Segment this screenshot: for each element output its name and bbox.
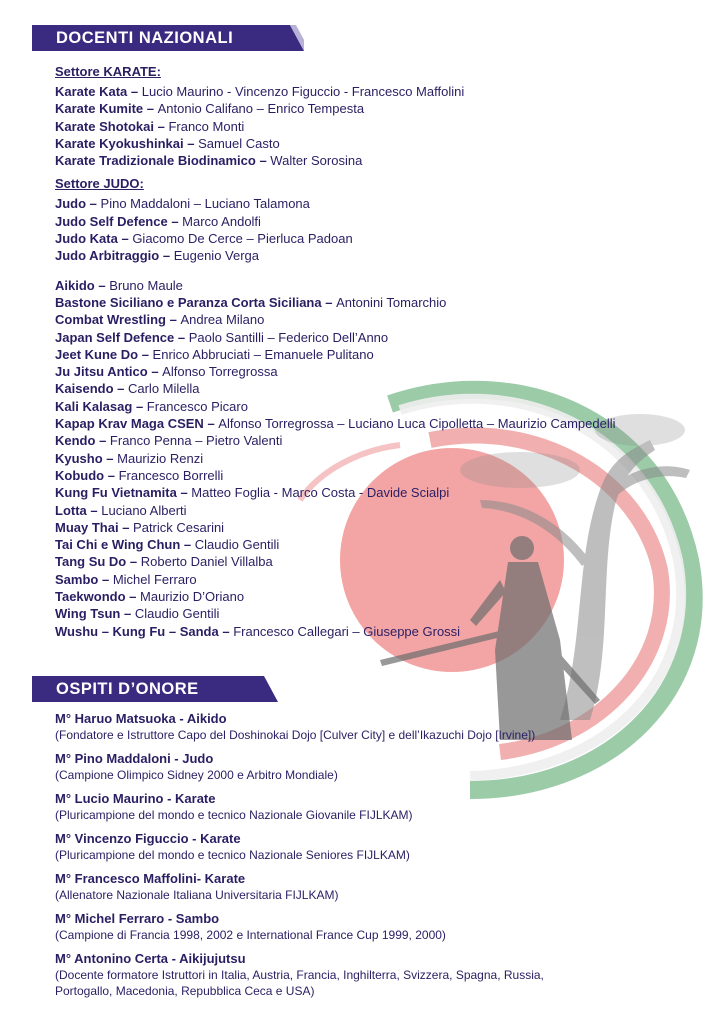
discipline-row — [55, 536, 715, 553]
discipline-separator: – — [159, 248, 174, 264]
discipline-row — [55, 467, 715, 484]
discipline-row — [55, 415, 715, 432]
discipline-row — [55, 294, 715, 311]
teacher-names: Carlo Milella — [127, 381, 200, 397]
discipline-row — [55, 605, 715, 622]
discipline-row — [55, 588, 715, 605]
discipline-separator: – — [127, 84, 142, 99]
discipline-row — [55, 346, 715, 363]
guest-name: M° Antonino Certa - Aikijujutsu — [55, 951, 246, 966]
discipline-name: Karate Kata — [55, 84, 128, 99]
teacher-names: Francesco Borrelli — [118, 467, 224, 483]
teacher-names: Roberto Daniel Villalba — [140, 554, 273, 570]
guest-entry — [55, 710, 715, 743]
discipline-row — [55, 571, 715, 588]
teacher-names: Bruno Maule — [109, 277, 183, 293]
discipline-row — [55, 432, 715, 449]
discipline-name: Karate Tradizionale Biodinamico — [55, 153, 256, 169]
teacher-names: Pino Maddaloni – Luciano Talamona — [100, 196, 310, 212]
discipline-separator: – — [166, 312, 181, 328]
guest-name: M° Vincenzo Figuccio - Karate — [55, 831, 241, 846]
teacher-names: Patrick Cesarini — [133, 519, 225, 535]
teacher-names: Samuel Casto — [198, 135, 280, 151]
docenti-banner — [32, 25, 304, 51]
teacher-names: Claudio Gentili — [134, 606, 220, 622]
discipline-separator: – — [218, 623, 234, 639]
guest-name: M° Lucio Maurino - Karate — [55, 791, 216, 806]
guest-description: (Allenatore Nazionale Italiana Universitaria FIJLKAM) — [55, 888, 339, 902]
discipline-row — [55, 277, 715, 294]
discipline-separator: – — [104, 467, 119, 483]
teacher-names: Andrea Milano — [180, 312, 265, 328]
discipline-separator: – — [113, 381, 128, 397]
teacher-names: Franco Monti — [168, 118, 245, 134]
teacher-names: Giacomo De Cerce – Pierluca Padoan — [132, 231, 353, 247]
discipline-separator: – — [118, 519, 134, 535]
guest-name: M° Francesco Maffolini- Karate — [55, 871, 246, 886]
guest-description: (Campione Olimpico Sidney 2000 e Arbitro Mondiale) — [55, 768, 338, 782]
teacher-names: Claudio Gentili — [194, 537, 280, 553]
discipline-name: Kali Kalasag — [55, 398, 133, 414]
guest-entry — [55, 910, 715, 943]
guest-entry — [55, 830, 715, 863]
discipline-separator: – — [138, 346, 153, 362]
docenti-title: DOCENTI NAZIONALI — [56, 28, 234, 47]
discipline-row — [55, 623, 715, 640]
ospiti-banner — [32, 676, 278, 702]
discipline-separator: – — [143, 101, 158, 117]
discipline-row — [55, 135, 715, 152]
discipline-separator: – — [255, 153, 271, 169]
karate-section — [55, 63, 715, 169]
discipline-row — [55, 311, 715, 328]
discipline-name: Kapap Krav Maga CSEN — [55, 416, 204, 432]
discipline-name: Tang Su Do — [55, 554, 127, 570]
docenti-content — [55, 63, 715, 640]
guest-entry — [55, 950, 715, 999]
discipline-separator: – — [180, 537, 195, 553]
discipline-separator: – — [176, 485, 192, 501]
discipline-name: Karate Shotokai — [55, 118, 154, 134]
discipline-row — [55, 247, 715, 264]
discipline-separator: – — [98, 571, 113, 587]
discipline-row — [55, 83, 715, 100]
teacher-names: Francesco Callegari – Giuseppe Grossi — [233, 623, 461, 639]
guest-description-cont: Portogallo, Macedonia, Repubblica Ceca e USA) — [55, 984, 315, 998]
teacher-names: Alfonso Torregrossa — [162, 364, 278, 380]
discipline-row — [55, 100, 715, 117]
teacher-names: Franco Penna – Pietro Valenti — [109, 433, 283, 449]
discipline-separator: – — [126, 554, 141, 570]
teacher-names: Francesco Picaro — [146, 398, 248, 414]
discipline-name: Lotta — [55, 502, 87, 518]
discipline-row — [55, 502, 715, 519]
discipline-name: Karate Kyokushinkai — [55, 135, 184, 151]
teacher-names: Michel Ferraro — [112, 571, 197, 587]
discipline-name: Aikido — [55, 277, 95, 293]
discipline-name: Karate Kumite — [55, 101, 144, 117]
discipline-row — [55, 519, 715, 536]
judo-section — [55, 175, 715, 264]
guest-name: M° Pino Maddaloni - Judo — [55, 751, 214, 766]
guest-description: (Pluricampione del mondo e tecnico Nazionale Seniores FIJLKAM) — [55, 848, 410, 862]
discipline-name: Wushu – Kung Fu – Sanda — [55, 623, 219, 639]
discipline-separator: – — [94, 277, 110, 293]
discipline-name: Japan Self Defence — [55, 329, 175, 345]
discipline-separator: – — [95, 433, 110, 449]
discipline-name: Kung Fu Vietnamita — [55, 485, 177, 501]
discipline-name: Bastone Siciliano e Paranza Corta Siciliana — [55, 294, 322, 310]
teacher-names: Alfonso Torregrossa – Luciano Luca Cipolletta – Maurizio Campedelli — [218, 416, 616, 432]
discipline-name: Judo Self Defence — [55, 213, 168, 229]
discipline-row — [55, 363, 715, 380]
guests-list — [55, 710, 715, 1006]
discipline-separator: – — [86, 502, 102, 518]
guest-name: M° Haruo Matsuoka - Aikido — [55, 711, 227, 726]
discipline-name: Kobudo — [55, 467, 105, 483]
teacher-names: Matteo Foglia - Marco Costa - Davide Scialpi — [191, 485, 450, 501]
guest-name: M° Michel Ferraro - Sambo — [55, 911, 220, 926]
ospiti-title: OSPITI D’ONORE — [56, 679, 199, 698]
teacher-names: Walter Sorosina — [270, 153, 363, 169]
discipline-name: Jeet Kune Do — [55, 346, 139, 362]
discipline-separator: – — [147, 364, 163, 380]
teacher-names: Maurizio D’Oriano — [140, 589, 245, 605]
guest-entry — [55, 750, 715, 783]
guest-description: (Docente formatore Istruttori in Italia, Austria, Francia, Inghilterra, Svizzera, Spagna, Russia, — [55, 968, 544, 982]
sector-karate-title: Settore KARATE: — [55, 64, 161, 79]
discipline-separator: – — [183, 135, 199, 151]
teacher-names: Paolo Santilli – Federico Dell’Anno — [188, 329, 389, 345]
discipline-row — [55, 484, 715, 501]
discipline-name: Ju Jitsu Antico — [55, 364, 148, 380]
discipline-name: Judo Kata — [55, 231, 118, 247]
discipline-separator: – — [125, 589, 141, 605]
discipline-separator: – — [174, 329, 189, 345]
discipline-separator: – — [86, 196, 101, 212]
discipline-separator: – — [167, 213, 183, 229]
discipline-row — [55, 195, 715, 212]
discipline-separator: – — [203, 416, 219, 432]
discipline-row — [55, 230, 715, 247]
discipline-name: Judo Arbitraggio — [55, 248, 160, 264]
sector-judo-title: Settore JUDO: — [55, 176, 144, 192]
discipline-row — [55, 553, 715, 570]
guest-entry — [55, 870, 715, 903]
discipline-name: Combat Wrestling — [55, 312, 166, 328]
discipline-row — [55, 450, 715, 467]
discipline-separator: – — [153, 118, 169, 134]
guest-description: (Campione di Francia 1998, 2002 e International France Cup 1999, 2000) — [55, 928, 446, 942]
guest-entry — [55, 790, 715, 823]
teacher-names: Eugenio Verga — [173, 248, 260, 264]
teacher-names: Enrico Abbruciati – Emanuele Pulitano — [152, 346, 374, 362]
teacher-names: Maurizio Renzi — [117, 450, 204, 466]
discipline-row — [55, 118, 715, 135]
teacher-names: Antonini Tomarchio — [336, 294, 447, 310]
discipline-name: Tai Chi e Wing Chun — [55, 537, 181, 553]
discipline-separator: – — [321, 294, 337, 310]
discipline-row — [55, 213, 715, 230]
discipline-name: Muay Thai — [55, 519, 119, 535]
teacher-names: Lucio Maurino - Vincenzo Figuccio - Francesco Maffolini — [141, 84, 465, 99]
discipline-separator: – — [117, 231, 133, 247]
discipline-name: Sambo — [55, 571, 99, 587]
discipline-row — [55, 380, 715, 397]
guest-description: (Pluricampione del mondo e tecnico Nazionale Giovanile FIJLKAM) — [55, 808, 413, 822]
discipline-row — [55, 329, 715, 346]
teacher-names: Marco Andolfi — [182, 213, 261, 229]
discipline-separator: – — [102, 450, 118, 466]
discipline-name: Judo — [55, 196, 87, 212]
discipline-separator: – — [120, 606, 135, 622]
guest-description: (Fondatore e Istruttore Capo del Doshinokai Dojo [Culver City] e dell’Ikazuchi Dojo [Irvine]) — [55, 728, 536, 742]
discipline-name: Taekwondo — [55, 589, 126, 605]
discipline-name: Kaisendo — [55, 381, 114, 397]
discipline-separator: – — [132, 398, 147, 414]
discipline-row — [55, 152, 715, 169]
teacher-names: Antonio Califano – Enrico Tempesta — [157, 101, 365, 117]
other-disciplines-list — [55, 277, 715, 640]
discipline-name: Wing Tsun — [55, 606, 121, 622]
discipline-row — [55, 398, 715, 415]
discipline-name: Kyusho — [55, 450, 103, 466]
discipline-name: Kendo — [55, 433, 96, 449]
teacher-names: Luciano Alberti — [101, 502, 187, 518]
